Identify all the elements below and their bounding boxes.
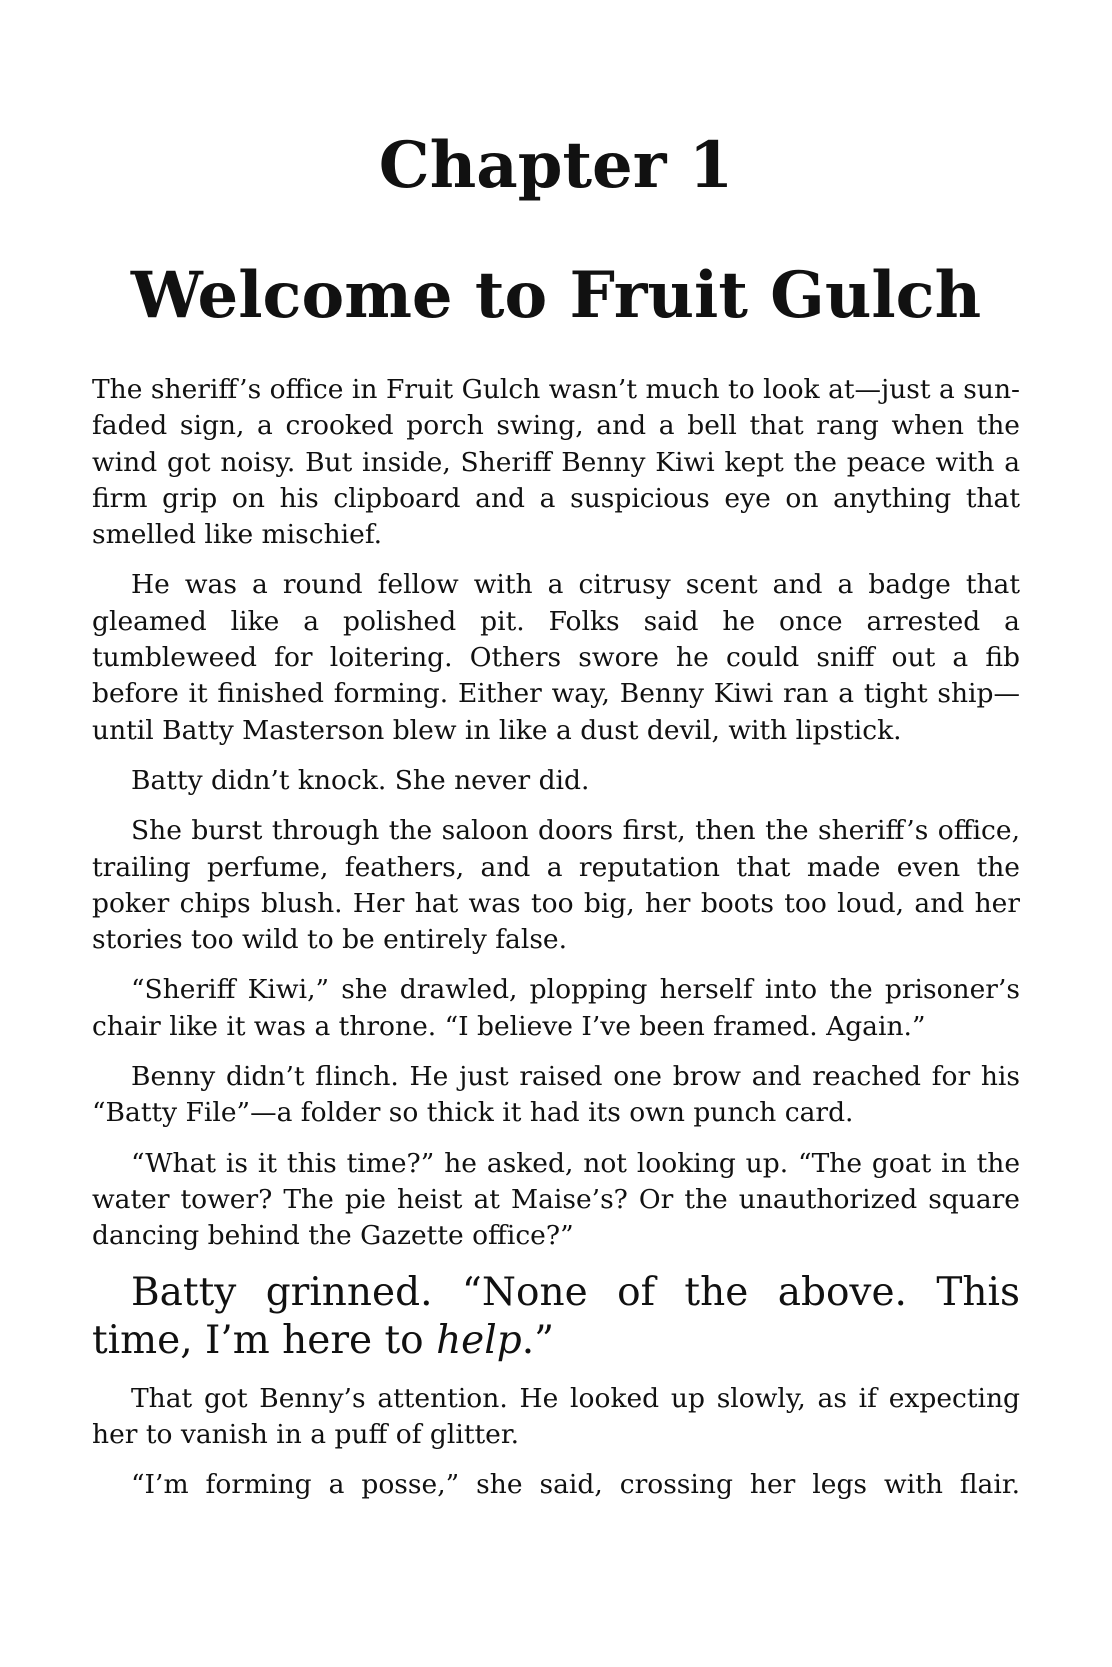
paragraph: Benny didn’t flinch. He just raised one brow and reached for his “Batty File”—a folder so thick it had its own punch card.: [92, 1061, 1020, 1129]
paragraph: Batty didn’t knock. She never did.: [131, 764, 590, 796]
book-page: [92, 0, 1020, 1667]
paragraph: That got Benny’s attention. He looked up slowly, as if expecting her to vanish in a puff of glitter.: [92, 1382, 1020, 1450]
large-paragraph-emphasis: help: [436, 1317, 522, 1363]
paragraph: He was a round fellow with a citrusy scent and a badge that gleamed like a polished pit. Folks said he once arrested a tumbleweed for loitering. Others swore he could sniff out a fib before it finished forming. Either way, Benny Kiwi ran a tight ship—until Batty Masterson blew in like a dust devil, with lipstick.: [92, 569, 1020, 746]
large-paragraph-text-before: Batty grinned. “None of the above. This time, I’m here to: [92, 1269, 1020, 1363]
chapter-number: Chapter 1: [378, 128, 734, 203]
large-paragraph-text-after: .”: [521, 1317, 555, 1363]
chapter-title: Welcome to Fruit Gulch: [130, 258, 982, 333]
paragraph: “What is it this time?” he asked, not looking up. “The goat in the water tower? The pie heist at Maise’s? Or the unauthorized square dancing behind the Gazette office?”: [92, 1147, 1020, 1252]
large-paragraph: [92, 1269, 1020, 1365]
paragraph: “I’m forming a posse,” she said, crossing her legs with flair.: [131, 1469, 1020, 1501]
paragraph: She burst through the saloon doors first, then the sheriff’s office, trailing perfume, feathers, and a reputation that made even the poker chips blush. Her hat was too big, her boots too loud, and her stories too wild to be entirely false.: [92, 815, 1020, 956]
paragraph: The sheriff’s office in Fruit Gulch wasn’t much to look at—just a sun-faded sign, a crooked porch swing, and a bell that rang when the wind got noisy. But inside, Sheriff Benny Kiwi kept the peace with a firm grip on his clipboard and a suspicious eye on anything that smelled like mischief.: [92, 374, 1020, 551]
paragraph: “Sheriff Kiwi,” she drawled, plopping herself into the prisoner’s chair like it was a throne. “I believe I’ve been framed. Again.”: [92, 974, 1020, 1042]
chapter-body: [92, 372, 1020, 1503]
